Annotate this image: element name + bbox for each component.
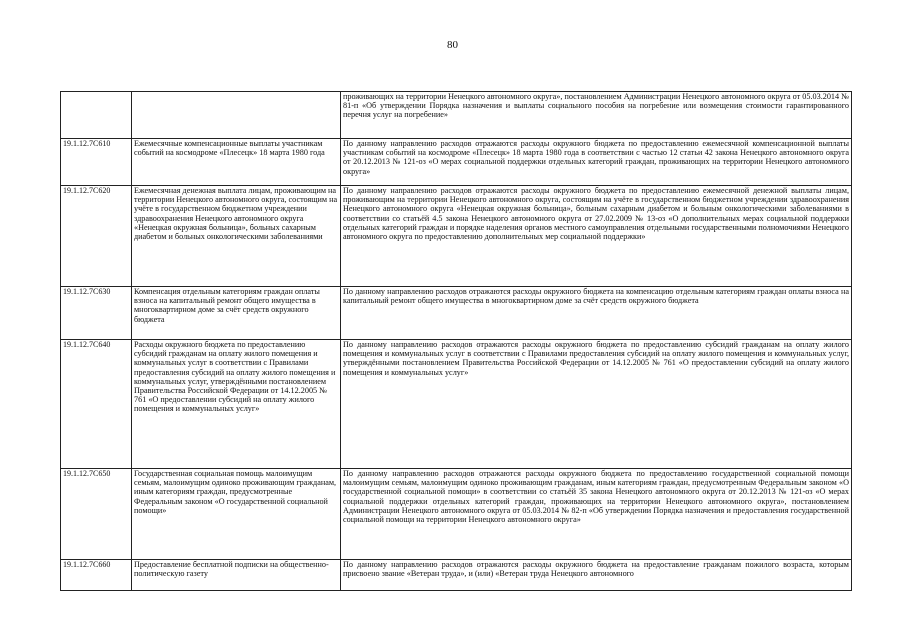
- code-cell: [61, 92, 132, 139]
- table-row: [61, 287, 852, 340]
- name-cell: Ежемесячные компенсационные выплаты участникам событий на космодроме «Плесецк» 18 марта 1980 года: [132, 139, 341, 186]
- table-row: [61, 139, 852, 186]
- description-cell: По данному направлению расходов отражаются расходы окружного бюджета по предоставлению субсидий гражданам на оплату жилого помещения и коммунальных услуг в соответствии с Правилами предоставления субсидий на оплату жилого помещения и коммунальных услуг, утверждёнными постановлением Правительства Российской Федерации от 14.12.2005 № 761 «О предоставлении субсидий на оплату жилого помещения и коммунальных услуг»: [341, 340, 852, 469]
- code-cell: 19.1.12.7С620: [61, 186, 132, 287]
- page-number: 80: [447, 39, 458, 51]
- code-cell: 19.1.12.7С610: [61, 139, 132, 186]
- code-cell: 19.1.12.7С630: [61, 287, 132, 340]
- code-cell: 19.1.12.7С650: [61, 469, 132, 560]
- table-row: [61, 560, 852, 591]
- name-cell: Государственная социальная помощь малоимущим семьям, малоимущим одиноко проживающим гражданам, иным категориям граждан, предусмотренные Федеральным законом «О государственной социальной помощи»: [132, 469, 341, 560]
- budget-classification-table: [60, 91, 852, 591]
- code-cell: 19.1.12.7С660: [61, 560, 132, 591]
- name-cell: Предоставление бесплатной подписки на общественно-политическую газету: [132, 560, 341, 591]
- description-cell: По данному направлению расходов отражаются расходы окружного бюджета по предоставлению ежемесячной компенсационной выплаты участникам событий на космодроме «Плесецк» 18 марта 1980 года в соответствии с частью 12 статьи 42 закона Ненецкого автономного округа от 20.12.2013 № 121-оз «О мерах социальной поддержки отдельных категорий граждан, проживающих на территории Ненецкого автономного округа»: [341, 139, 852, 186]
- name-cell: Ежемесячная денежная выплата лицам, проживающим на территории Ненецкого автономного округа, состоящим на учёте в государственном бюджетном учреждении здравоохранения Ненецкого автономного округа «Ненецкая окружная больница», больных сахарным диабетом и больных онкологическими заболеваниями: [132, 186, 341, 287]
- description-cell: По данному направлению расходов отражаются расходы окружного бюджета по предоставлению государственной социальной помощи малоимущим семьям, малоимущим одиноко проживающим гражданам, иным категориям граждан, предусмотренным Федеральным законом «О государственной социальной помощи» в соответствии со статьёй 35 закона Ненецкого автономного округа от 20.12.2013 № 121-оз «О мерах социальной поддержки отдельных категорий граждан, проживающих на территории Ненецкого автономного округа», постановлением Администрации Ненецкого автономного округа от 05.03.2014 № 82-п «Об утверждении Порядка назначения и предоставления государственной социальной помощи на территории Ненецкого автономного округа»: [341, 469, 852, 560]
- table-row: [61, 469, 852, 560]
- description-cell: По данному направлению расходов отражаются расходы окружного бюджета на компенсацию отдельным категориям граждан оплаты взноса на капитальный ремонт общего имущества в многоквартирном доме за счёт средств окружного бюджета: [341, 287, 852, 340]
- table-row: [61, 340, 852, 469]
- name-cell: [132, 92, 341, 139]
- name-cell: Компенсация отдельным категориям граждан оплаты взноса на капитальный ремонт общего имущества в многоквартирном доме за счёт средств окружного бюджета: [132, 287, 341, 340]
- description-cell: проживающих на территории Ненецкого автономного округа», постановлением Администрации Ненецкого автономного округа от 05.03.2014 № 81-п «Об утверждении Порядка назначения и выплаты социального пособия на погребение или возмещения стоимости гарантированного перечня услуг на погребение»: [341, 92, 852, 139]
- table-row: [61, 92, 852, 139]
- code-cell: 19.1.12.7С640: [61, 340, 132, 469]
- description-cell: По данному направлению расходов отражаются расходы окружного бюджета на предоставление гражданам пожилого возраста, которым присвоено звание «Ветеран труда», и (или) «Ветеран труда Ненецкого автономного: [341, 560, 852, 591]
- name-cell: Расходы окружного бюджета по предоставлению субсидий гражданам на оплату жилого помещения и коммунальных услуг в соответствии с Правилами предоставления субсидий на оплату жилого помещения и коммунальных услуг, утверждёнными постановлением Правительства Российской Федерации от 14.12.2005 № 761 «О предоставлении субсидий на оплату жилого помещения и коммунальных услуг»: [132, 340, 341, 469]
- description-cell: По данному направлению расходов отражаются расходы окружного бюджета по предоставлению ежемесячной денежной выплаты лицам, проживающим на территории Ненецкого автономного округа, состоящим на учёте в государственном бюджетном учреждении здравоохранения Ненецкого автономного округа «Ненецкая окружная больница», больным сахарным диабетом и больным онкологическими заболеваниями в соответствии со статьёй 4.5 закона Ненецкого автономного округа от 27.02.2009 № 13-оз «О дополнительных мерах социальной поддержки отдельных категорий граждан и порядке наделения органов местного самоуправления отдельными государственными полномочиями Ненецкого автономного округа по предоставлению дополнительных мер социальной поддержки»: [341, 186, 852, 287]
- table-row: [61, 186, 852, 287]
